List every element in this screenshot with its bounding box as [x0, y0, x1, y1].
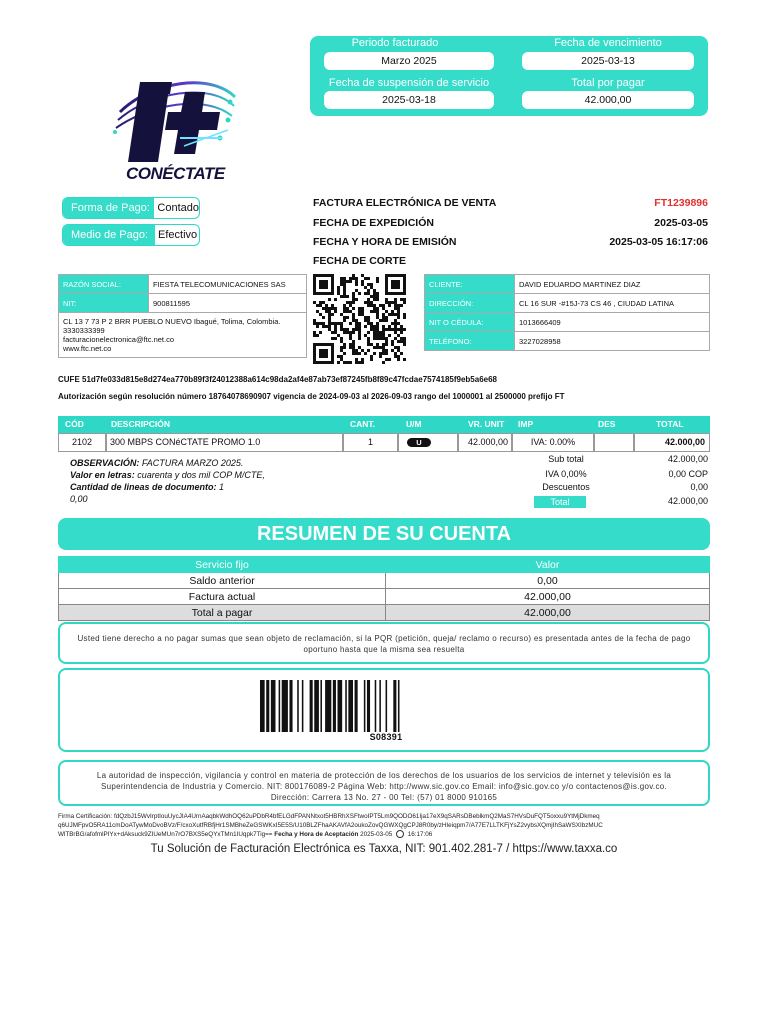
client-id-value: 1013666409: [515, 313, 710, 332]
qr-code-icon: [313, 274, 407, 364]
item-code: 2102: [58, 433, 106, 452]
col-total: TOTAL: [656, 419, 684, 429]
acceptance-label: Fecha y Hora de Aceptación: [274, 831, 359, 838]
barcode-icon: [260, 680, 508, 732]
invoice-type-label: FACTURA ELECTRÓNICA DE VENTA: [313, 197, 497, 209]
certification-line-2: q6UJMFpvO5RA11cmDoATywMoDvoBVz/F/cxoXutfRBfjHr1SMBheZeGSWKxI5E5S/U10BLZFhaAKAVfA2oukoZovQGWXQgCPJ8R0by/zHIeiqpm7/A77E7LLTKFjYsZ2vybsXQmjIhSaWSXIbzMUC: [58, 822, 603, 829]
observation-line: [70, 458, 243, 468]
item-discount: [594, 433, 634, 452]
col-code: CÓD: [65, 419, 84, 429]
issuer-address-block: [59, 313, 307, 358]
doc-lines-line: [70, 482, 224, 492]
acceptance-date: 2025-03-05: [360, 831, 393, 838]
qr-code: [313, 274, 407, 364]
issuer-name-label: RAZÓN SOCIAL:: [59, 275, 149, 294]
certification-block: [58, 812, 712, 839]
doc-lines-value: 1: [219, 482, 225, 492]
suspension-date-value: 2025-03-18: [324, 91, 494, 109]
authority-notice: [58, 760, 710, 806]
total-value: 42.000,00: [667, 496, 708, 506]
amount-words-line: [70, 470, 265, 480]
authority-line-1: La autoridad de inspección, vigilancia y control en materia de protección de los derechos de los usuarios de los servicios de internet y televisión es la: [96, 771, 672, 780]
period-value: Marzo 2025: [324, 52, 494, 70]
payment-form-label: Forma de Pago:: [63, 198, 154, 218]
doc-lines-label: Cantidad de lineas de documento:: [70, 482, 217, 492]
amount-words-value: cuarenta y dos mil COP M/CTE,: [137, 470, 265, 480]
suspension-date-label: Fecha de suspensión de servicio: [328, 77, 490, 89]
client-name-value: DAVID EDUARDO MARTINEZ DIAZ: [515, 275, 710, 294]
client-phone-value: 3227028958: [515, 332, 710, 351]
amount-words-label: Valor en letras:: [70, 470, 135, 480]
item-qty: 1: [343, 433, 398, 452]
issuer-nit-label: NIT:: [59, 294, 149, 313]
payment-form-value: Contado: [157, 202, 199, 214]
summary-row-value: 42.000,00: [386, 589, 710, 605]
item-total: 42.000,00: [634, 433, 710, 452]
issuer-phone: 3330333399: [63, 326, 105, 335]
col-unit-value: VR. UNIT: [468, 419, 505, 429]
col-tax: IMP: [518, 419, 534, 429]
summary-col-value: Valor: [386, 557, 710, 573]
summary-row-label: Total a pagar: [59, 605, 386, 621]
client-address-value: CL 16 SUR -#15J-73 CS 46 , CIUDAD LATINA: [515, 294, 710, 313]
due-date-label: Fecha de vencimiento: [554, 37, 662, 49]
invoice-number: FT1239896: [654, 197, 708, 209]
barcode-caption: S08391: [369, 732, 403, 742]
payment-method-box: [62, 224, 200, 246]
summary-row-label: Factura actual: [59, 589, 386, 605]
emission-datetime-value: 2025-03-05 16:17:06: [609, 236, 708, 248]
due-date-value: 2025-03-13: [522, 52, 694, 70]
issue-date-value: 2025-03-05: [654, 217, 708, 229]
issuer-name-value: FIESTA TELECOMUNICACIONES SAS: [149, 275, 307, 294]
period-label: Periodo facturado: [351, 37, 439, 49]
item-unit-cell: [398, 433, 458, 452]
authority-line-3: Dirección: Carrera 13 No. 27 - 00 Tel: (57) 01 8000 910165: [270, 793, 498, 802]
issuer-address: CL 13 7 73 P 2 BRR PUEBLO NUEVO Ibagué, Tolima, Colombia.: [63, 317, 281, 326]
issuer-email: facturacionelectronica@ftc.net.co: [63, 335, 175, 344]
item-tax: IVA: 0.00%: [512, 433, 594, 452]
item-unit: U: [407, 438, 431, 447]
certification-signature-end: WlTBrBG/afofmlPIYx+dAksuck9ZIUeMUn7rO7BXS5eQYxTMn1IUqpk7Tig==: [58, 831, 273, 838]
cufe-code: CUFE 51d7fe033d815e8d274ea770b89f3f24012388a614c98da2af4e87ab73ef87245fb8f89c47fcdae7574185f9eb5a6e68: [58, 375, 497, 384]
total-label: Total: [534, 496, 586, 508]
client-table: [424, 274, 710, 351]
item-unit-value: 42.000,00: [458, 433, 512, 452]
issuer-website: www.ftc.net.co: [63, 344, 112, 353]
total-due-value: 42.000,00: [522, 91, 694, 109]
invoice-summary-header: [310, 36, 708, 116]
col-description: DESCRIPCIÓN: [111, 419, 171, 429]
item-description: 300 MBPS CONéCTATE PROMO 1.0: [106, 433, 343, 452]
iva-value: 0,00 COP: [668, 469, 708, 479]
col-discount: DES: [598, 419, 616, 429]
subtotal-value: 42.000,00: [667, 454, 708, 464]
summary-row-value: 0,00: [386, 573, 710, 589]
cut-date-label: FECHA DE CORTE: [313, 255, 406, 267]
issue-date-label: FECHA DE EXPEDICIÓN: [313, 217, 434, 229]
summary-col-service: Servicio fijo: [59, 557, 386, 573]
observation-label: OBSERVACIÓN:: [70, 458, 140, 468]
table-row: [58, 433, 710, 452]
payment-form-box: [62, 197, 200, 219]
payment-method-label: Medio de Pago:: [63, 225, 155, 245]
col-unit: U/M: [406, 419, 422, 429]
issuer-table: [58, 274, 307, 358]
acceptance-time: 16:17:06: [407, 831, 433, 838]
footer-text: Tu Solución de Facturación Electrónica es Taxxa, NIT: 901.402.281-7 / https://www.taxxa.co: [150, 843, 618, 855]
payment-method-value: Efectivo: [158, 229, 198, 241]
summary-row-value: 42.000,00: [386, 605, 710, 621]
certification-line-3: [58, 830, 712, 839]
iva-label: IVA 0,00%: [545, 469, 587, 479]
emission-datetime-label: FECHA Y HORA DE EMISIÓN: [313, 236, 457, 248]
client-address-label: DIRECCIÓN:: [425, 294, 515, 313]
total-due-label: Total por pagar: [571, 77, 645, 89]
observation-extra: 0,00: [70, 494, 88, 504]
items-table-header: [58, 416, 710, 433]
certification-line-1: Firma Certificación: fdQzbJ15WvIrptIouUycJIA4UrnAaqbkWdhOQ62uPDbR4bfELGdFPANNtxot5HBRhXSFtwoIPT5Lm9QODO61Ija17eX9qSARsDBeblkmQ2MaS7HVsDuFQT5oxxu9YtMjDkmeq: [58, 813, 600, 820]
authorization-text: Autorización según resolución número 18764078690907 vigencia de 2024-09-03 al 2026-09-03 rango del 1000001 al 2500000 prefijo FT: [58, 392, 565, 401]
col-qty: CANT.: [350, 419, 376, 429]
summary-row-label: Saldo anterior: [59, 573, 386, 589]
client-name-label: CLIENTE:: [425, 275, 515, 294]
account-summary-title: RESUMEN DE SU CUENTA: [58, 518, 710, 550]
authority-line-2: Superintendencia de Industria y Comercio. NIT: 800176089-2 Página Web: http://www.sic.gov.co Email: info@sic.gov.co y/o contactenos@is.gov.co.: [100, 782, 668, 791]
pqr-notice: Usted tiene derecho a no pagar sumas que sean objeto de reclamación, si la PQR (petición, queja/ reclamo o recurso) es presentada antes de la fecha de pago oportuno hasta que la misma sea resuelta: [58, 622, 710, 664]
discount-value: 0,00: [690, 482, 708, 492]
barcode-box: [58, 668, 710, 752]
client-id-label: NIT O CÉDULA:: [425, 313, 515, 332]
observation-value: FACTURA MARZO 2025.: [141, 458, 244, 468]
brand-name: CONÉCTATE: [126, 164, 225, 183]
issuer-nit-value: 900811595: [149, 294, 307, 313]
subtotal-label: Sub total: [548, 454, 584, 464]
account-summary-table: [58, 556, 710, 621]
client-phone-label: TELÉFONO:: [425, 332, 515, 351]
clock-icon: [396, 830, 404, 838]
company-logo: [110, 72, 240, 188]
discount-label: Descuentos: [542, 482, 590, 492]
